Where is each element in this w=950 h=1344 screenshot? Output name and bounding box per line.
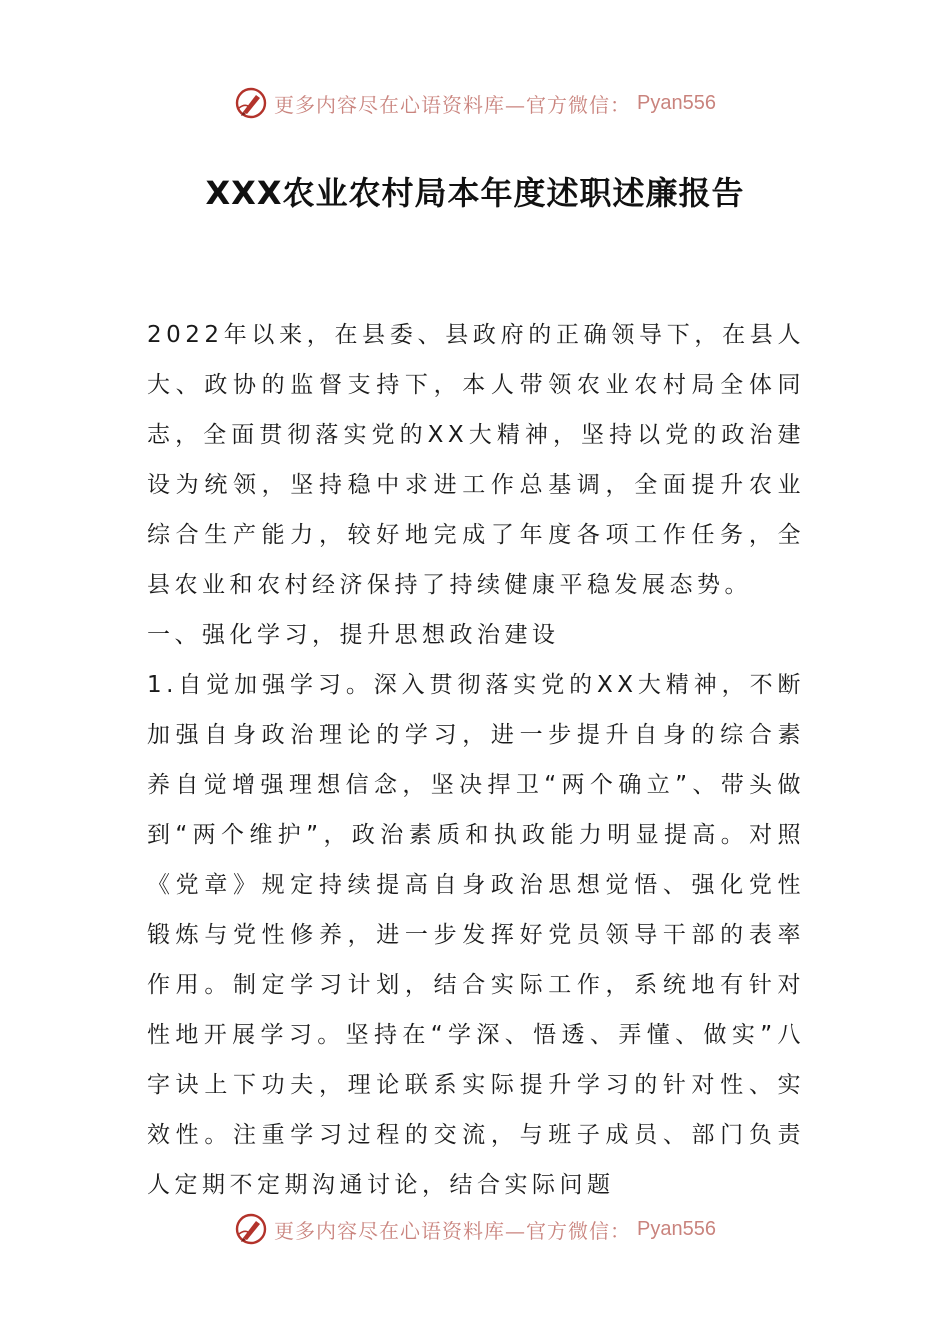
footer-watermark (0, 1212, 950, 1246)
document-body (147, 310, 805, 1210)
body-paragraph: 1.自觉加强学习。深入贯彻落实党的XX大精神，不断加强自身政治理论的学习，进一步提升自身的综合素养自觉增强理想信念，坚决捍卫“两个确立”、带头做到“两个维护”，政治素质和执政能力明显提高。对照《党章》规定持续提高自身政治思想觉悟、强化党性锻炼与党性修养，进一步发挥好党员领导干部的表率作用。制定学习计划，结合实际工作，系统地有针对性地开展学习。坚持在“学深、悟透、弄懂、做实”八字诀上下功夫，理论联系实际提升学习的针对性、实效性。注重学习过程的交流，与班子成员、部门负责人定期不定期沟通讨论，结合实际问题 (147, 672, 805, 1198)
watermark-wechat-id: Pyan556 (637, 1217, 716, 1240)
header-watermark (0, 86, 950, 120)
watermark-text: 更多内容尽在心语资料库—官方微信： (274, 92, 632, 117)
document-title: XXX农业农村局本年度述职述廉报告 (205, 174, 745, 212)
section-heading: 一、强化学习，提升思想政治建设 (147, 622, 560, 648)
watermark-text: 更多内容尽在心语资料库—官方微信： (274, 1218, 632, 1243)
pen-nib-logo-icon (234, 86, 268, 120)
pen-nib-logo-icon (234, 1212, 268, 1246)
intro-paragraph: 2022年以来，在县委、县政府的正确领导下，在县人大、政协的监督支持下，本人带领农业农村局全体同志，全面贯彻落实党的XX大精神，坚持以党的政治建设为统领，坚持稳中求进工作总基调，全面提升农业综合生产能力，较好地完成了年度各项工作任务，全县农业和农村经济保持了持续健康平稳发展态势。 (147, 322, 805, 598)
watermark-wechat-id: Pyan556 (637, 91, 716, 114)
